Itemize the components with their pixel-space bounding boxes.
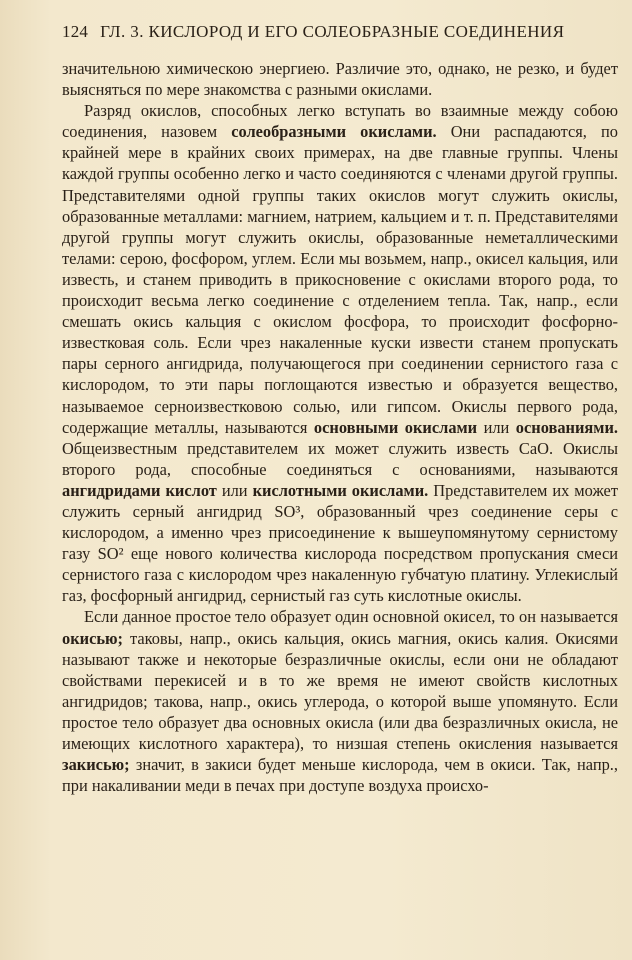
bold-term: ангидридами кислот (62, 480, 217, 500)
page-header (62, 22, 618, 42)
paragraph (62, 606, 618, 796)
bold-term: основаниями. (515, 417, 619, 437)
text-run: таковы, напр., окись кальция, окись магния, окись калия. Окисями называют также и некоторые безразличные окислы, если они не обладают свойствами перекисей и в то же время не имеют свойств кислотных ангидридов; такова, напр., окись углерода, о которой выше упомянуто. Если простое тело образует два основных окисла (или два безразличных окисла, не имеющих кислотного характера), то низшая степень окисления называется (62, 628, 618, 753)
text-run: Разряд окислов, способных легко вступать во взаимные между собою соединения, назовем (62, 101, 618, 142)
paragraph (62, 58, 618, 100)
text-run: Представителем их может служить серный ангидрид SO³, образованный чрез соединение серы с кислородом, а именно чрез присоединение к вышеупомянутому сернистому газу SO² еще нового количества кислорода посредством пропускания смеси сернистого газа с кислородом чрез накаленную губчатую платину. Углекислый газ, фосфорный ангидрид, сернистый газ суть кислотные окислы. (62, 480, 618, 606)
text-run: или (216, 480, 253, 500)
text-run: Если данное простое тело образует один основной окисел, то он называется (84, 607, 618, 627)
bold-term: кислотными окислами. (252, 480, 429, 500)
text-run: Общеизвестным представителем их может служить известь CaO. Окислы второго рода, способные соединяться с основаниями, называются (62, 438, 618, 479)
page-number: 124 (62, 22, 89, 41)
text-run: или (477, 417, 516, 437)
text-run: значительною химическою энергиею. Различие это, однако, не резко, и будет выясняться по мере знакомства с разными окислами. (62, 59, 618, 100)
bold-term: закисью; (62, 755, 130, 775)
paragraph (62, 100, 618, 606)
bold-term: основными окислами (313, 417, 478, 437)
bold-term: солеобразными окислами. (231, 122, 437, 142)
bold-term: окисью; (62, 628, 124, 648)
running-title: ГЛ. 3. КИСЛОРОД И ЕГО СОЛЕОБРАЗНЫЕ СОЕДИНЕНИЯ (100, 22, 565, 41)
text-run: значит, в закиси будет меньше кислорода, чем в окиси. Так, напр., при накаливании меди в печах при доступе воздуха происхо- (62, 755, 618, 796)
body-text (62, 58, 618, 796)
text-run: Они распадаются, по крайней мере в крайних своих примерах, на две главные группы. Члены каждой группы особенно легко и часто соединяются с членами другой группы. Представителями одной группы таких окислов могут служить окислы, образованные металлами: магнием, натрием, кальцием и т. п. Представителями другой группы могут служить окислы, образованные неметаллическими телами: серою, фосфором, углем. Если мы возьмем, напр., окисел кальция, или известь, и станем приводить в прикосновение с окислами второго рода, то происходит весьма легко соединение с отделением тепла. Так, напр., если смешать окись кальция с окислом фосфора, то происходит фосфорно-известковая соль. Если чрез накаленные куски извести станем пропускать пары серного ангидрида, получающегося при соединении сернистого газа с кислородом, то эти пары поглощаются известью и образуется вещество, называемое серноизвестковою солью, или гипсом. Окислы первого рода, содержащие металлы, называются (62, 122, 618, 437)
